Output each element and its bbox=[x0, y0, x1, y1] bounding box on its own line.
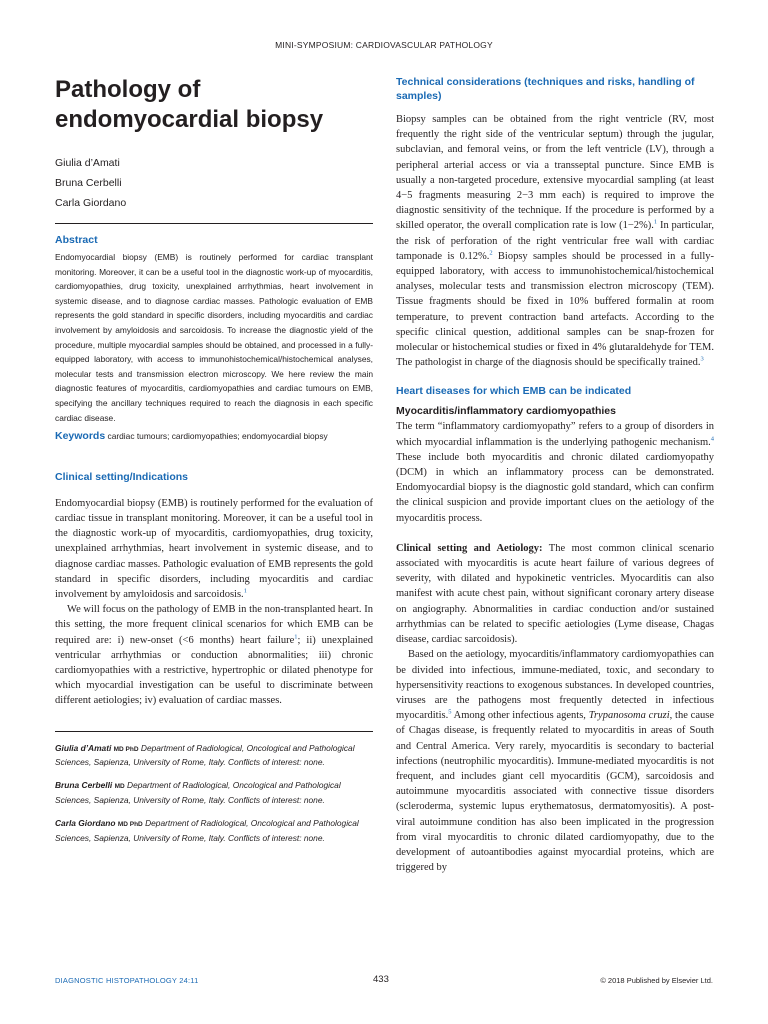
affiliation bbox=[55, 742, 373, 770]
title-line-1: Pathology of bbox=[55, 76, 201, 103]
affiliation-degrees: MD PhD bbox=[117, 821, 143, 829]
myocarditis-paragraph-1 bbox=[396, 419, 714, 525]
affiliation bbox=[55, 817, 373, 845]
keywords-text: cardiac tumours; cardiomyopathies; endomyocardial biopsy bbox=[107, 431, 328, 442]
reference-marker[interactable]: 1 bbox=[243, 587, 247, 595]
subsection-heading-myocarditis: Myocarditis/inflammatory cardiomyopathies bbox=[396, 405, 616, 418]
reference-marker[interactable]: 3 bbox=[700, 355, 704, 363]
reference-marker[interactable]: 4 bbox=[710, 435, 714, 443]
section-heading-heart-diseases: Heart diseases for which EMB can be indicated bbox=[396, 385, 632, 398]
paragraph-text: Endomyocardial biopsy (EMB) is routinely performed for the evaluation of cardiac tissue in transplant monitoring. Moreover, it can be a useful tool in the diagnostic work-up of myocarditis, cardiomyopathies, drug toxicity, unexplained arrhythmias, heart involvement in systemic disease, and to diagnose cardiac masses. Pathologic evaluation of EMB represents the gold standard in specific disorders, including myocarditis and cardiac involvement by amyloidosis and sarcoidosis. bbox=[55, 497, 373, 600]
run-in-heading: Clinical setting and Aetiology: bbox=[396, 542, 543, 554]
reference-marker[interactable]: 1 bbox=[294, 633, 298, 641]
clinical-setting-paragraph-2 bbox=[55, 602, 373, 708]
author-name: Bruna Cerbelli bbox=[55, 177, 122, 189]
reference-marker[interactable]: 5 bbox=[448, 708, 452, 716]
affiliation bbox=[55, 779, 373, 807]
author-list bbox=[55, 153, 373, 213]
abstract-divider bbox=[55, 223, 373, 224]
paragraph-text: The term “inflammatory cardiomyopathy” refers to a group of disorders in which myocardial inflammation is the underlying pathogenic mechanism. bbox=[396, 421, 714, 448]
myocarditis-paragraph-3 bbox=[396, 647, 714, 875]
running-head: MINI-SYMPOSIUM: CARDIOVASCULAR PATHOLOGY bbox=[275, 40, 493, 50]
paragraph-text: Based on the aetiology, myocarditis/inflammatory cardiomyopathies can be divided into infectious, immune-mediated, toxic, and secondary to hypersensitivity reactions to exogenous substances. In developed countries, viruses are the pathogens most frequently detected in infectious myocarditis. bbox=[396, 649, 714, 722]
paragraph-text: Among other infectious agents, bbox=[451, 710, 589, 722]
affiliation-name: Carla Giordano bbox=[55, 818, 116, 829]
affiliation-name: Giulia d’Amati bbox=[55, 742, 112, 753]
keywords-label: Keywords bbox=[55, 430, 106, 443]
abstract-text: Endomyocardial biopsy (EMB) is routinely performed for cardiac transplant monitoring. Moreover, it can be a useful tool in the diagnostic work-up of myocarditis, cardiomyopathies, drug toxicity, unexplained arrhythmias, heart involvement in systemic disease, and to diagnose cardiac masses. Pathologic evaluation of EMB represents the gold standard in specific disorders, including myocarditis and cardiac involvement by amyloidosis and sarcoidosis. To increase the diagnostic yield of the procedure, multiple myocardial samples should be obtained, and processed in a fully-equipped laboratory, with access to immunohistochemical/histochemical analyses, molecular tests and transmission electron microscopy. We here review the main diagnostic features of myocarditis, cardiomyopathies and cardiac tumours on EMB, specifying the ancillary techniques required to reach the diagnosis in each specific cardiac disease. bbox=[55, 252, 373, 423]
paragraph-text: We will focus on the pathology of EMB in the non-transplanted heart. In this setting, the more frequent clinical scenarios for which EMB can be required are: i) new-onset (<6 months) heart failure bbox=[55, 604, 373, 646]
title-line-2: endomyocardial biopsy bbox=[55, 106, 324, 133]
paragraph-text: The most common clinical scenario associated with myocarditis is acute heart failure of various degrees of severity, with dilated and hypokinetic ventricles. Myocarditis can also manifest with acute chest pain, without significant coronary artery disease on angiography. Abnormalities in cardiac conduction and/or sustained arrhythmias can be related to specific aetiologies (Lyme disease, Chagas disease, cardiac sarcoidosis). bbox=[396, 542, 715, 646]
paragraph-text: Biopsy samples should be processed in a fully-equipped laboratory, with access to immunohistochemical/histochemical analyses, molecular tests and transmission electron microscopy (TEM). Tissue fragments should be fixed in 10% buffered formalin at room temperature, to prevent contraction band artefacts. According to the specific clinical question, additional samples can be snap-frozen for molecular or histochemical studies or fixed in 4% glutaraldehyde for TEM. The pathologist in charge of the diagnosis should be specifically trained. bbox=[396, 250, 714, 369]
reference-marker[interactable]: 2 bbox=[489, 249, 493, 257]
left-column bbox=[55, 75, 373, 845]
affiliation-text: Department of Radiological, Oncological and Pathological Sciences, Sapienza, University of Rome, Italy. Conflicts of interest: none. bbox=[55, 742, 355, 767]
affiliations-divider bbox=[55, 731, 373, 732]
article-title bbox=[55, 75, 373, 135]
paragraph-text: These include both myocarditis and chronic dilated cardiomyopathy (DCM) in which an inflammatory process can be demonstrated. Endomyocardial biopsy is the diagnostic gold standard, which can confirm the clinical suspicion and provide important clues on the aetiology of the myocarditis process. bbox=[396, 451, 714, 524]
right-column bbox=[396, 75, 714, 875]
keywords bbox=[55, 429, 373, 444]
page-number: 433 bbox=[373, 974, 389, 985]
abstract-heading: Abstract bbox=[55, 234, 98, 246]
section-heading-technical: Technical considerations (techniques and risks, handling of samples) bbox=[396, 76, 695, 102]
affiliation-degrees: MD PhD bbox=[113, 745, 139, 753]
affiliation-name: Bruna Cerbelli bbox=[55, 780, 113, 791]
reference-marker[interactable]: 1 bbox=[653, 218, 658, 226]
footer-copyright: © 2018 Published by Elsevier Ltd. bbox=[600, 976, 713, 985]
species-name: Trypanosoma cruzi bbox=[588, 710, 670, 722]
affiliation-text: Department of Radiological, Oncological and Pathological Sciences, Sapienza, University of Rome, Italy. Conflicts of interest: none. bbox=[55, 780, 341, 805]
author-name: Giulia d’Amati bbox=[55, 157, 120, 169]
paragraph-text: , the cause of Chagas disease, is frequently related to myocarditis in areas of South and Central America. Very rarely, myocarditis is secondary to bacterial infections (neutrophilic myocarditis). Immune-mediated myocarditis is not frequent, and includes giant cell myocarditis (GCM), sarcoidosis and autoimmune myocarditis associated with connective tissue disorders (scleroderma, systemic lupus erythematosus, dermatomyositis). A post-viral autoimmune condition has also been implicated in the progression from viral myocarditis to chronic dilated cardiomyopathy, due to the development of autoantibodies against myocardial proteins, which are triggered by bbox=[396, 710, 714, 874]
myocarditis-paragraph-2 bbox=[396, 541, 714, 647]
section-heading-clinical-setting: Clinical setting/Indications bbox=[55, 470, 189, 483]
paragraph-text: In particular, the risk of perforation of the right ventricular free wall with cardiac tamponade is 0.12%. bbox=[396, 220, 714, 262]
affiliation-text: Department of Radiological, Oncological and Pathological Sciences, Sapienza, University of Rome, Italy. Conflicts of interest: none. bbox=[55, 818, 359, 843]
clinical-setting-paragraph-1 bbox=[55, 496, 373, 602]
technical-paragraph bbox=[396, 112, 714, 370]
author-name: Carla Giordano bbox=[55, 197, 127, 209]
paragraph-text: ; ii) unexplained ventricular arrhythmias or conduction abnormalities; iii) chronic cardiomyopathies with a restrictive, hypertrophic or dilated phenotype for which myocardial investigation can be useful to discriminate between different aetiologies; iv) evaluation of cardiac masses. bbox=[55, 634, 373, 707]
affiliation-degrees: MD bbox=[114, 783, 125, 791]
footer-journal: DIAGNOSTIC HISTOPATHOLOGY 24:11 bbox=[55, 976, 199, 985]
paragraph-text: Biopsy samples can be obtained from the right ventricle (RV, most frequently the right side of the ventricular septum) through the jugular, subclavian, and femoral veins, or from the left ventricle (LV), through a peripheral arterial access or via a transseptal puncture. Since EMB is usually a non-targeted procedure, extensive myocardial sampling (at least 4−5 fragments measuring 2−3 mm each) is required to improve the diagnostic sensitivity of the technique. If the procedure is performed by a skilled operator, the overall complication rate is low (1−2%). bbox=[396, 114, 714, 232]
